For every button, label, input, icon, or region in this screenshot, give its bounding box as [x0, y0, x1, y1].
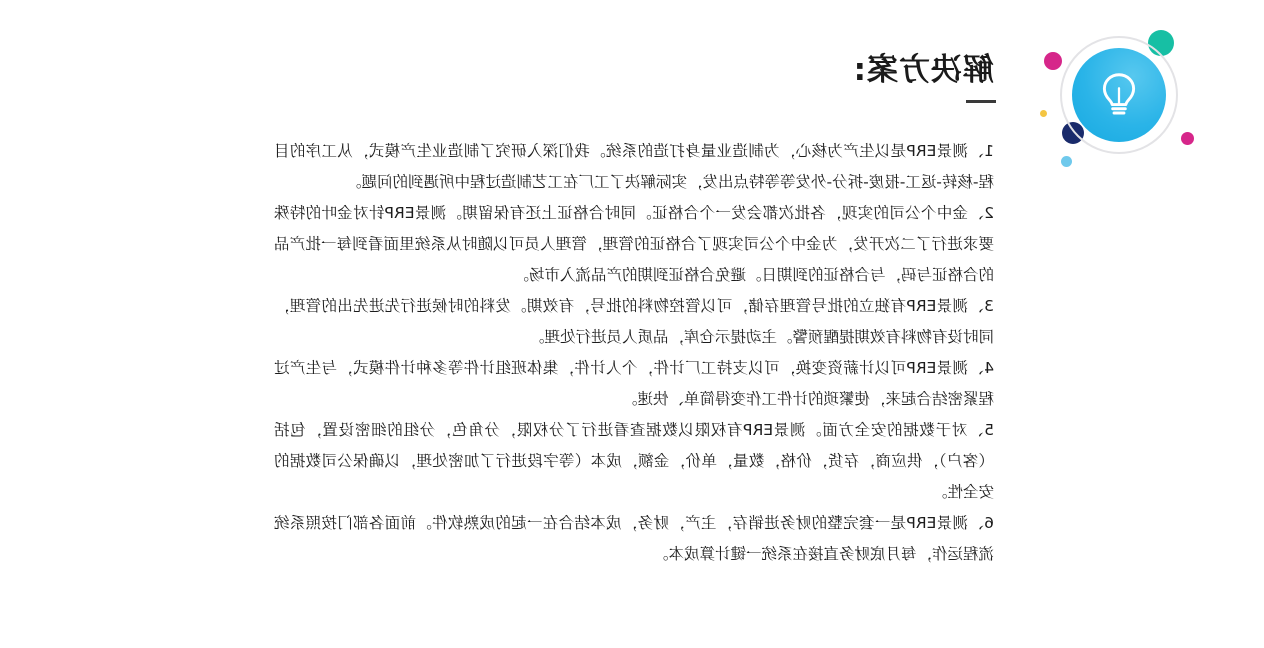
paragraph-3: 3、测景ERP有独立的批号管理存储，可以管控物料的批号，有效期。发料的时候进行先进先出的管理，同时设有物料有效期提醒预警。主动提示仓库，品质人员进行处理。: [274, 297, 994, 346]
paragraph-5: 5、对于数据的安全方面。测景ERP有权限以数据查看进行了分权限，分角色，分组的细密设置，包括（客户），供应商，存货，价格，数量，单价，金额，成本（等字段进行了加密处理，以确保公司数据的安全性。: [274, 421, 994, 501]
decorative-dot-blue: [1061, 156, 1072, 167]
decorative-dot-yellow: [1040, 110, 1047, 117]
lightbulb-graphic: [1042, 22, 1202, 182]
solution-body: [274, 136, 994, 570]
decorative-dot-pink-2: [1181, 132, 1194, 145]
lightbulb-icon: [1072, 48, 1166, 142]
title-underline: [966, 100, 996, 103]
paragraph-1: 1、测景ERP是以生产为核心，为制造业量身打造的系统。我们深入研究了制造业生产模式，从工序的目程-核转-返工-报废-拆分-外发等等特点出发，实际解决了工厂在工艺制造过程中所遇到的问题。: [274, 142, 994, 191]
paragraph-4: 4、测景ERP可以计薪资变换，可以支持工厂计件，个人计件，集体班组计件等多种计件模式，与生产过程紧密结合起来，使繁琐的计件工作变得简单、快速。: [274, 359, 994, 408]
decorative-dot-pink-1: [1044, 52, 1062, 70]
page-title: 解决方案:: [852, 52, 994, 88]
paragraph-6: 6、测景ERP是一套完整的财务进销存，主产，财务，成本结合在一起的成熟软件。前面各部门按照系统流程运作，每月底财务直接在系统一键计算成本。: [274, 514, 994, 563]
paragraph-2: 2、金中个公司的实现，各批次都会发一个合格证。同时合格证上还有保留期。测景ERP针对金叶的特殊要求进行了二次开发，为金中个公司实现了合格证的管理，管理人员可以随时从系统里面看到每一批产品的合格证与码，与合格证的到期日。避免合格证到期的产品流入市场。: [274, 204, 994, 284]
